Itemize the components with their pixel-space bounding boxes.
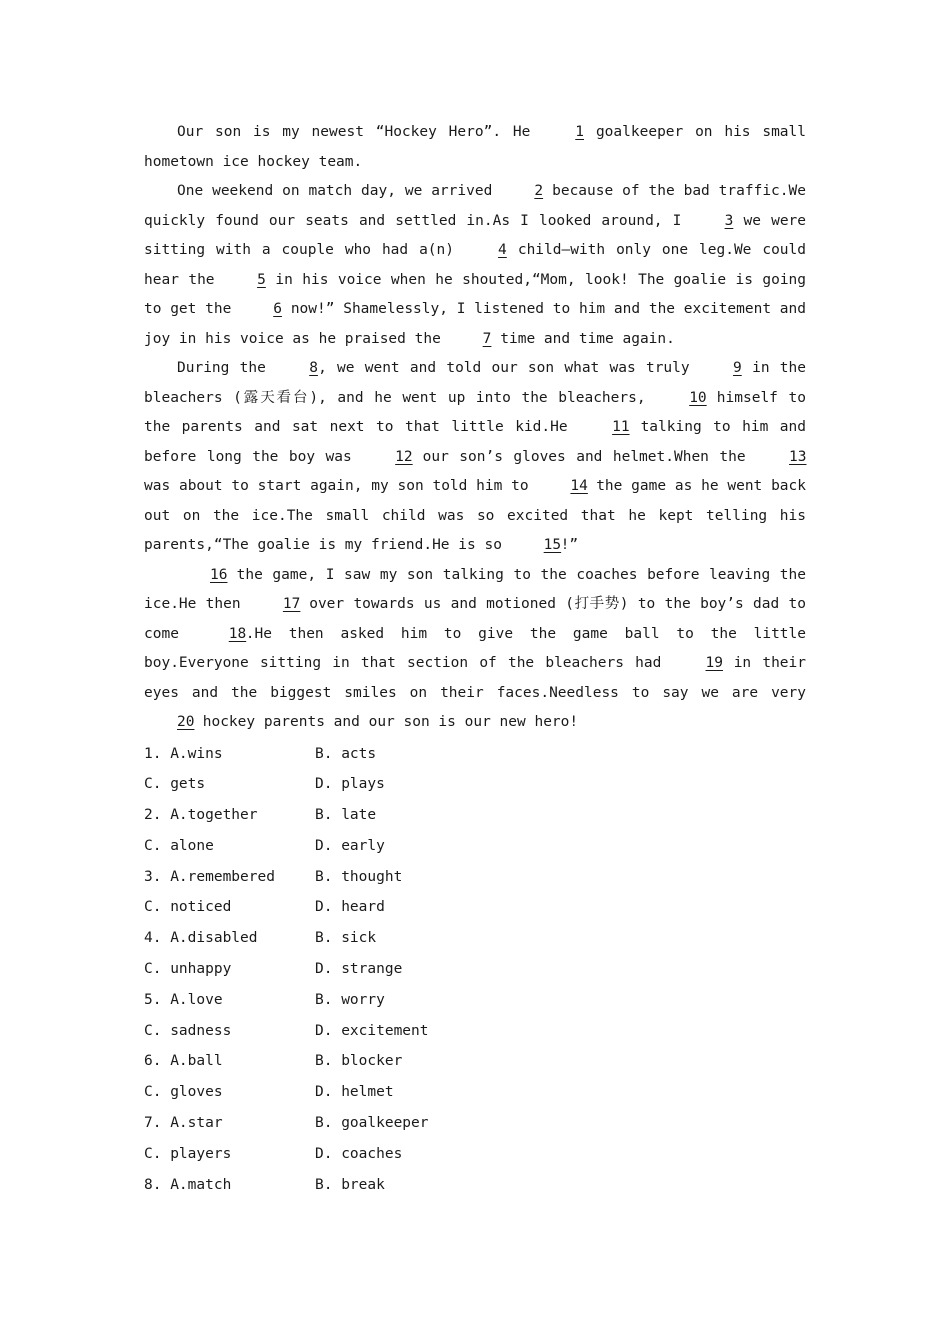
option-row	[144, 892, 806, 923]
passage-text: himself to the parents and sat next to that little kid.He	[144, 389, 806, 435]
blank-8: 8	[309, 360, 318, 376]
option-a: 1. A.wins	[144, 745, 223, 762]
blank-14: 14	[570, 478, 588, 494]
option-b: B. worry	[315, 991, 385, 1008]
option-b: B. thought	[315, 868, 403, 885]
blank-20: 20	[177, 714, 195, 730]
blank-17: 17	[282, 596, 301, 612]
passage-paragraph-2	[144, 177, 806, 354]
passage-text: During the	[177, 360, 277, 376]
passage-text: Our son is my newest “Hockey Hero”. He	[177, 124, 543, 140]
blank-10: 10	[689, 389, 707, 406]
option-a: 8. A.match	[144, 1176, 232, 1193]
option-d: D. early	[315, 837, 385, 854]
passage-text: in the bleachers (露天看台), and he went up into the bleachers,	[144, 360, 806, 406]
blank-1: 1	[575, 124, 584, 140]
option-a: 7. A.star	[144, 1115, 223, 1132]
passage-text: now!” Shamelessly, I listened to him and the excitement and joy in his voice as he praised the	[144, 301, 806, 347]
option-row	[144, 800, 806, 831]
option-b: B. blocker	[315, 1053, 403, 1070]
blank-7: 7	[482, 330, 492, 347]
blank-16: 16	[210, 566, 228, 583]
option-row	[144, 739, 806, 770]
blank-12: 12	[395, 448, 413, 465]
blank-19: 19	[705, 655, 723, 671]
passage-text: .He then asked him to give the game ball to the little boy.Everyone sitting in that section of the bleachers had	[144, 625, 806, 671]
option-b: B. acts	[315, 745, 377, 762]
option-c: C. unhappy	[144, 961, 232, 978]
passage-text: hockey parents and our son is our new hero!	[194, 714, 579, 730]
option-a: 3. A.remembered	[144, 868, 275, 885]
option-row	[144, 1077, 806, 1108]
option-d: D. helmet	[315, 1084, 394, 1101]
blank-13: 13	[789, 448, 807, 465]
document-page	[144, 118, 806, 1200]
option-b: B. break	[315, 1176, 385, 1193]
option-a: 6. A.ball	[144, 1053, 223, 1070]
passage-text: over towards us and motioned (打手势) to the boy’s dad to come	[144, 596, 806, 642]
option-row	[144, 985, 806, 1016]
option-row	[144, 1170, 806, 1201]
passage-paragraph-1	[144, 118, 806, 177]
blank-2: 2	[534, 183, 544, 199]
blank-15: 15	[543, 537, 562, 553]
passage-text: we were sitting with a couple who had a(n)	[144, 212, 807, 258]
option-c: C. gloves	[144, 1084, 223, 1101]
passage-text: in his voice when he shouted,“Mom, look! The goalie is going to get the	[144, 271, 807, 317]
passage-text: , we went and told our son what was truly	[318, 360, 700, 376]
option-row	[144, 1016, 806, 1047]
option-row	[144, 831, 806, 862]
option-d: D. plays	[315, 776, 385, 793]
option-row	[144, 923, 806, 954]
option-row	[144, 769, 806, 800]
blank-4: 4	[498, 242, 507, 258]
option-d: D. strange	[315, 961, 403, 978]
blank-11: 11	[612, 419, 630, 435]
option-c: C. players	[144, 1145, 232, 1162]
option-d: D. heard	[315, 899, 385, 916]
option-c: C. alone	[144, 837, 214, 854]
option-c: C. sadness	[144, 1022, 232, 1039]
passage-text: was about to start again, my son told him to	[144, 478, 538, 494]
blank-18: 18	[228, 625, 247, 642]
option-row	[144, 862, 806, 893]
option-d: D. coaches	[315, 1145, 403, 1162]
passage-text: because of the bad traffic.We quickly found our seats and settled in.As I looked around, I	[144, 183, 806, 229]
passage-text: the game as he went back out on the ice.The small child was so excited that he kept telling his parents,“The goalie is my friend.He is so	[144, 478, 806, 553]
option-b: B. late	[315, 807, 377, 824]
passage-text: goalkeeper on his small hometown ice hockey team.	[144, 124, 806, 170]
passage-text: in their eyes and the biggest smiles on their faces.Needless to say we are very	[144, 655, 806, 701]
option-c: C. gets	[144, 776, 206, 793]
blank-3: 3	[724, 212, 734, 229]
answer-options	[144, 739, 806, 1201]
option-b: B. goalkeeper	[315, 1115, 429, 1132]
option-a: 2. A.together	[144, 807, 258, 824]
passage-text: time and time again.	[491, 330, 675, 347]
option-row	[144, 1046, 806, 1077]
passage-text: our son’s gloves and helmet.When the	[412, 448, 757, 465]
option-c: C. noticed	[144, 899, 232, 916]
option-row	[144, 954, 806, 985]
passage-text: the game, I saw my son talking to the coaches before leaving the ice.He then	[144, 566, 806, 612]
blank-9: 9	[732, 360, 742, 376]
option-row	[144, 1139, 806, 1170]
option-b: B. sick	[315, 930, 377, 947]
passage-paragraph-4	[144, 561, 806, 738]
passage-text: One weekend on match day, we arrived	[177, 183, 502, 199]
passage-text: child—with only one leg.We could hear the	[144, 242, 806, 288]
blank-6: 6	[273, 301, 282, 317]
passage-text: !”	[560, 537, 579, 553]
passage-paragraph-3	[144, 354, 806, 561]
blank-5: 5	[257, 271, 266, 288]
option-a: 4. A.disabled	[144, 930, 258, 947]
option-a: 5. A.love	[144, 991, 223, 1008]
passage-text: talking to him and before long the boy was	[144, 419, 806, 465]
option-row	[144, 1108, 806, 1139]
option-d: D. excitement	[315, 1022, 429, 1039]
